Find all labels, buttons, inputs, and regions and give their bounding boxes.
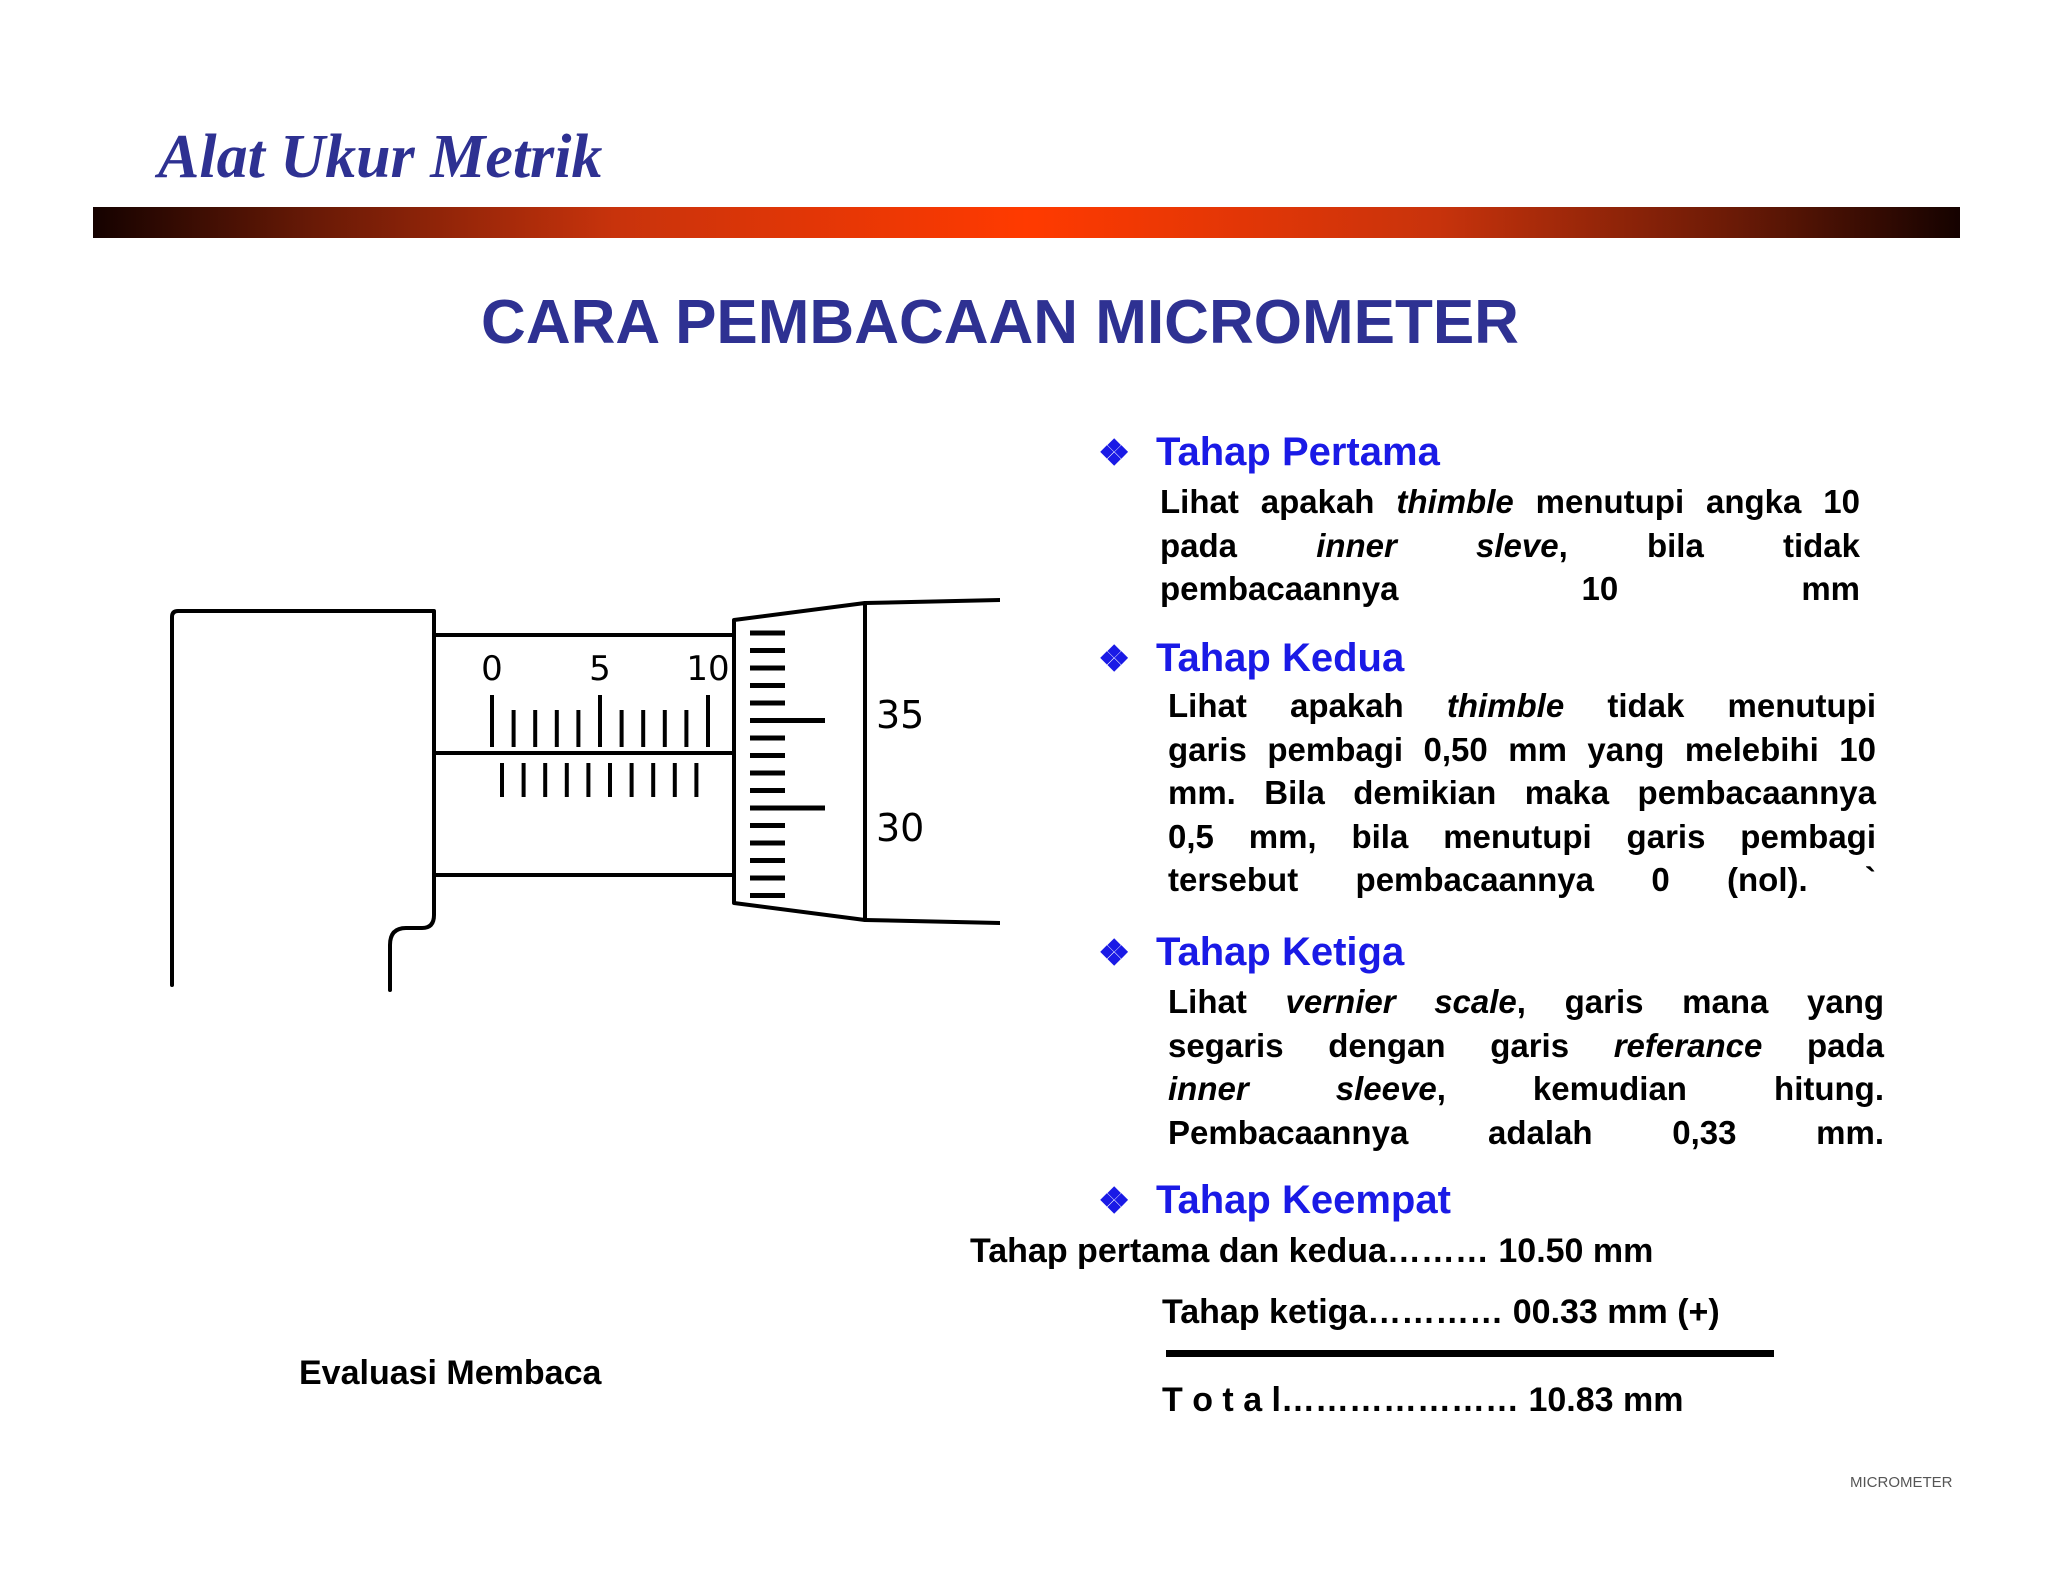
text-run: Pembacaannya adalah 0,33 mm. xyxy=(1168,1113,1884,1151)
step-2-text xyxy=(1168,684,1876,902)
step-line xyxy=(1168,684,1876,728)
sleeve-label-5: 5 xyxy=(589,649,611,689)
sleeve-upper-ticks xyxy=(492,695,708,747)
text-run: pada xyxy=(1762,1026,1884,1064)
step-1-text xyxy=(1160,480,1860,611)
diamond-four-bullet-icon: ❖ xyxy=(1098,432,1131,473)
thimble-ticks xyxy=(750,633,825,896)
step-line xyxy=(1168,1111,1884,1155)
step-line xyxy=(1160,524,1860,568)
step-line xyxy=(1168,980,1884,1024)
step-line xyxy=(1160,567,1860,611)
step-line xyxy=(1168,728,1876,772)
diamond-four-bullet-icon: ❖ xyxy=(1098,638,1131,679)
diamond-four-bullet-icon: ❖ xyxy=(1098,1180,1131,1221)
italic-term: inner sleve xyxy=(1316,526,1559,564)
summary-divider xyxy=(1166,1350,1774,1357)
summary-row-third: Tahap ketiga………… 00.33 mm (+) xyxy=(1162,1293,1720,1331)
micrometer-frame xyxy=(172,611,434,990)
step-line xyxy=(1168,1067,1884,1111)
step-2-heading: ❖ Tahap Kedua xyxy=(1098,636,1405,680)
step-4-heading: ❖ Tahap Keempat xyxy=(1098,1178,1451,1222)
text-run: segaris dengan garis xyxy=(1168,1026,1614,1064)
step-line xyxy=(1168,815,1876,859)
text-run: , kemudian hitung. xyxy=(1436,1070,1884,1107)
micrometer-thimble xyxy=(865,600,1000,923)
thimble-label-35: 35 xyxy=(876,693,925,737)
summary-total: T o t a l………………… 10.83 mm xyxy=(1162,1381,1684,1419)
text-run: pembacaannya 10 mm xyxy=(1160,570,1860,607)
text-run: , garis mana yang xyxy=(1516,983,1885,1020)
thimble-label-30: 30 xyxy=(876,806,925,850)
text-run: Lihat xyxy=(1168,983,1286,1020)
sleeve-lower-ticks xyxy=(502,763,696,797)
italic-term: vernier scale xyxy=(1285,983,1517,1020)
italic-term: thimble xyxy=(1396,483,1514,520)
step-line xyxy=(1168,858,1876,902)
footer-label: MICROMETER xyxy=(1850,1474,1953,1491)
text-run: 0,5 mm, bila menutupi garis pembagi xyxy=(1168,817,1876,855)
text-run: tidak menutupi xyxy=(1564,687,1877,724)
step-line xyxy=(1168,771,1876,815)
text-run: Lihat apakah xyxy=(1168,687,1447,724)
evaluation-caption: Evaluasi Membaca xyxy=(299,1354,602,1392)
slide-title: CARA PEMBACAAN MICROMETER xyxy=(481,288,1519,357)
italic-term: thimble xyxy=(1446,687,1565,724)
step-line xyxy=(1168,1024,1884,1068)
step-line xyxy=(1160,480,1860,524)
step-3-heading: ❖ Tahap Ketiga xyxy=(1098,930,1405,974)
header-gradient-bar xyxy=(93,207,1960,238)
text-run: , bila tidak xyxy=(1558,526,1860,564)
italic-term: referance xyxy=(1613,1026,1763,1064)
sleeve-label-10: 10 xyxy=(686,649,730,689)
diamond-four-bullet-icon: ❖ xyxy=(1098,932,1131,973)
micrometer-diagram xyxy=(160,585,1000,995)
text-run: pada xyxy=(1160,526,1317,564)
header-title: Alat Ukur Metrik xyxy=(158,123,603,191)
summary-row-first-second: Tahap pertama dan kedua……… 10.50 mm xyxy=(970,1232,1654,1270)
step-3-text xyxy=(1168,980,1884,1154)
italic-term: inner sleeve xyxy=(1168,1070,1437,1107)
step-1-heading: ❖ Tahap Pertama xyxy=(1098,430,1440,474)
sleeve-label-0: 0 xyxy=(481,649,503,689)
text-run: mm. Bila demikian maka pembacaannya xyxy=(1168,774,1876,811)
text-run: Lihat apakah xyxy=(1160,483,1397,520)
text-run: garis pembagi 0,50 mm yang melebihi 10 xyxy=(1168,730,1876,768)
text-run: menutupi angka 10 xyxy=(1513,483,1861,520)
text-run: tersebut pembacaannya 0 (nol). ` xyxy=(1168,861,1876,898)
